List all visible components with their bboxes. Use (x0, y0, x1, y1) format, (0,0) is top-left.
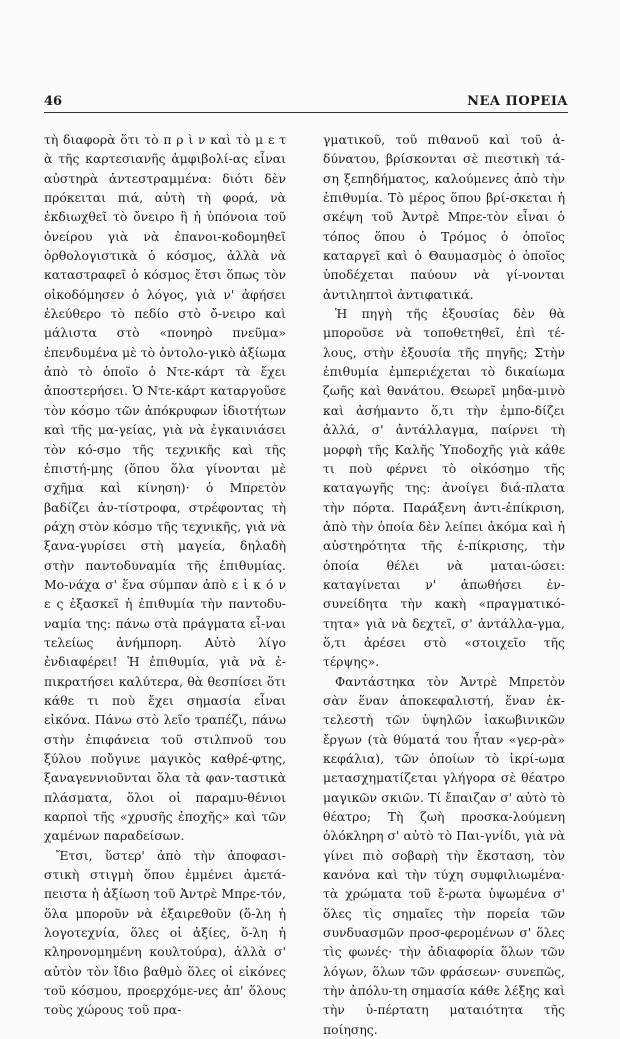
page-header (44, 94, 568, 113)
journal-title: ΝΕΑ ΠΟΡΕΙΑ (467, 94, 568, 109)
paragraph: Ἔτσι, ὕστερ' ἀπὸ τὴν ἀποφασι-στικὴ στιγμὴ ὅπου ἐμμένει ἀμετά-πειστα ἡ ἀξίωση τοῦ Ἀντρὲ Μπρε-τόν, ὅλα μποροῦν νὰ ἐξαιρεθοῦν (ὅ-λη ἡ λογοτεχνία, ὅλες οἱ ἀξίες, ὅ-λη ἡ κληρονομημένη κουλτούρα), ἀλλὰ σ' αὐτὸν τὸν ἴδιο βαθμὸ ὅλες οἱ εἰκόνες τοῦ κόσμου, προερχόμε-νες ἀπ' ὅλους τοὺς χώρους τοῦ πρα- (44, 847, 286, 1018)
paragraph: τὴ διαφορὰ ὅτι τὸ π ρ ὶ ν καὶ τὸ μ ε τ ὰ τῆς καρτεσιανῆς ἀμφιβολί-ας εἶναι αὐστηρὰ ἀντεστραμμένα: διότι δὲν πρόκειται πιά, αὐτὴ τὴ φορά, νὰ ἐκδιωχθεῖ τὸ ὄνειρο ἢ ἡ ὑπόνοια τοῦ ὀνείρου γιὰ νὰ ἐπανοι-κοδομηθεῖ ὀρθολογιστικὰ ὁ κόσμος, ἀλλὰ νὰ καταστραφεῖ ὁ κόσμος ἔτσι ὅπως τὸν οἰκοδόμησεν ὁ λόγος, γιὰ ν' ἀφήσει ἐλεύθερο τὸ πεδίο στὸ ὄ-νειρο καὶ μάλιστα στὸ «πονηρὸ πνεῦμα» ἐπενδυμένα μὲ τὸ ὀντολο-γικὸ ἀξίωμα ἀπὸ τὸ ὁποῖο ὁ Ντε-κάρτ τὰ ἔχει ἀποστερήσει. Ὁ Ντε-κάρτ καταργοῦσε τὸν κόσμο τῶν ἀπόκρυφων ἰδιοτήτων καὶ τῆς μα-γείας, γιὰ νὰ ἐγκαινιάσει τὸν κό-σμο τῆς τεχνικῆς καὶ τῆς ἐπιστή-μης (ὅπου ὅλα γίνονται μὲ σχῆμα καὶ κίνηση)· ὁ Μπρετὸν βαδίζει ἀν-τίστροφα, στρέφοντας τὴ ράχη στὸν κόσμο τῆς τεχνικῆς, γιὰ νὰ ξανα-γυρίσει στὴ μαγεία, δηλαδὴ στὴν παντοδυναμία τῆς ἐπιθυμίας. Μο-νάχα σ' ἕνα σύμπαν ἀπὸ ε ἰ κ ό ν ε ς ἐξασκεῖ ἡ ἐπιθυμία τὴν παντοδυ-ναμία της: πάνω στὰ πράγματα εἶ-ναι τελείως ἀνήμπορη. Αὐτὸ λίγο ἐνδιαφέρει! Ἡ ἐπιθυμία, γιὰ νὰ ἐ-πικρατήσει καλύτερα, θὰ θεσπίσει ὅτι κάθε τι ποὺ ἔχει σημασία εἶναι εἰκόνα. Πάνω στὸ λεῖο τραπέζι, πάνω στὴν ἐπιφάνεια τοῦ στιλπνοῦ του ξύλου ποὔγινε μαγικὸς καθρέ-φτης, ξαναγεννιοῦνται ὅλα τὰ φαν-ταστικὰ πλάσματα, ὅλοι οἱ παραμυ-θένιοι καρποὶ τῆς «χρυσῆς ἐποχῆς» καὶ τῶν χαμένων παραδείσων. (44, 132, 286, 844)
paragraph: Φαντάστηκα τὸν Ἀντρὲ Μπρετὸν σὰν ἕναν ἀποκεφαλιστή, ἕναν ἐκ-τελεστὴ τῶν ὑψηλῶν ἰακωβινικῶν ἔργων (τὰ θύματά του ἦταν «γερ-ρὰ» κεφάλια), τῶν ὁποίων τὸ ἰκρί-ωμα μετασχηματίζεται γλήγορα σὲ θέατρο μαγικῶν σκιῶν. Τί ἔπαιζαν σ' αὐτὸ τὸ θέατρο; Τὴ ζωὴ προσκα-λούμενη ὁλόκληρη σ' αὐτὸ τὸ Παι-γνίδι, γιὰ νὰ γίνει πιὸ σοβαρὴ τὴν ἔκσταση, τὸν κανόνα καὶ τὴν τύχη συμφιλιωμένα· τὰ χρώματα τοῦ ἔ-ρωτα ὑψωμένα σ' ὅλες τὶς σημαῖες τὴν πορεία τῶν συνδυασμῶν προσ-φερομένων σ' ὅλες τὶς φωνές· τὴν ἀδιαφορία ὅλων τῶν λόγων, ὅλων τῶν φράσεων· συνεπῶς, τὴν ἀπόλυ-τη σημασία κάθε λέξης καὶ τὴν ὑ-πέρτατη ματαιότητα τῆς ποίησης. (323, 673, 565, 1037)
left-column (44, 130, 286, 1020)
right-column (323, 130, 565, 1039)
paragraph: γματικοῦ, τοῦ πιθανοῦ καὶ τοῦ ἀ-δύνατου, βρίσκονται σὲ πιεστικὴ τά-ση ξεπηδήματος, καλούμενες ἀπὸ τὴν ἐπιθυμία. Τὸ μέρος ὅπου βρί-σκεται ἡ σκέψη τοῦ Ἀντρὲ Μπρε-τὸν εἶναι ὁ τόπος ὅπου ὁ Τρόμος ὁ ὁποῖος καταργεῖ καὶ ὁ Θαυμασμὸς ὁ ὁποῖος ὑποδέχεται παύουν νὰ γί-νονται ἀντιληπτοὶ ἀντιφατικά. (323, 132, 565, 302)
paragraph: Ἡ πηγὴ τῆς ἐξουσίας δὲν θὰ μποροῦσε νὰ τοποθετηθεῖ, ἐπὶ τέ-λους, στὴν ἐξουσία τῆς πηγῆς; Στὴν ἐπιθυμία ἐμπεριέχεται τὸ δικαίωμα ζωῆς καὶ θανάτου. Θεωρεῖ μηδα-μινὸ καὶ ἀσήμαντο ὅ,τι τὴν ἐμπο-δίζει ἀλλά, σ' ἀντάλλαγμα, παίρνει τὴ μορφὴ τῆς Καλῆς Ὑποδοχῆς γιὰ κάθε τι ποὺ φέρνει τὸ οἰκόσημο τῆς καταγωγῆς της: ἀνοίγει διά-πλατα τὴν πόρτα. Παράξενη ἀντι-ἐπίκριση, ἀπὸ τὴν ὁποία δὲν λείπει ἀκόμα καὶ ἡ αὐστηρότητα τῆς ἐ-πίκρισης, τὴν ὁποία θέλει νὰ μαται-ώσει: καταγίνεται ν' ἀπωθήσει ἐν-συνείδητα τὴν κακὴ «πραγματικό-τητα» γιὰ νὰ δεχτεῖ, σ' ἀντάλλα-γμα, ὅ,τι ἀρέσει στὸ «στοιχεῖο τῆς τέρψης». (323, 306, 565, 670)
page-number: 46 (44, 94, 63, 109)
